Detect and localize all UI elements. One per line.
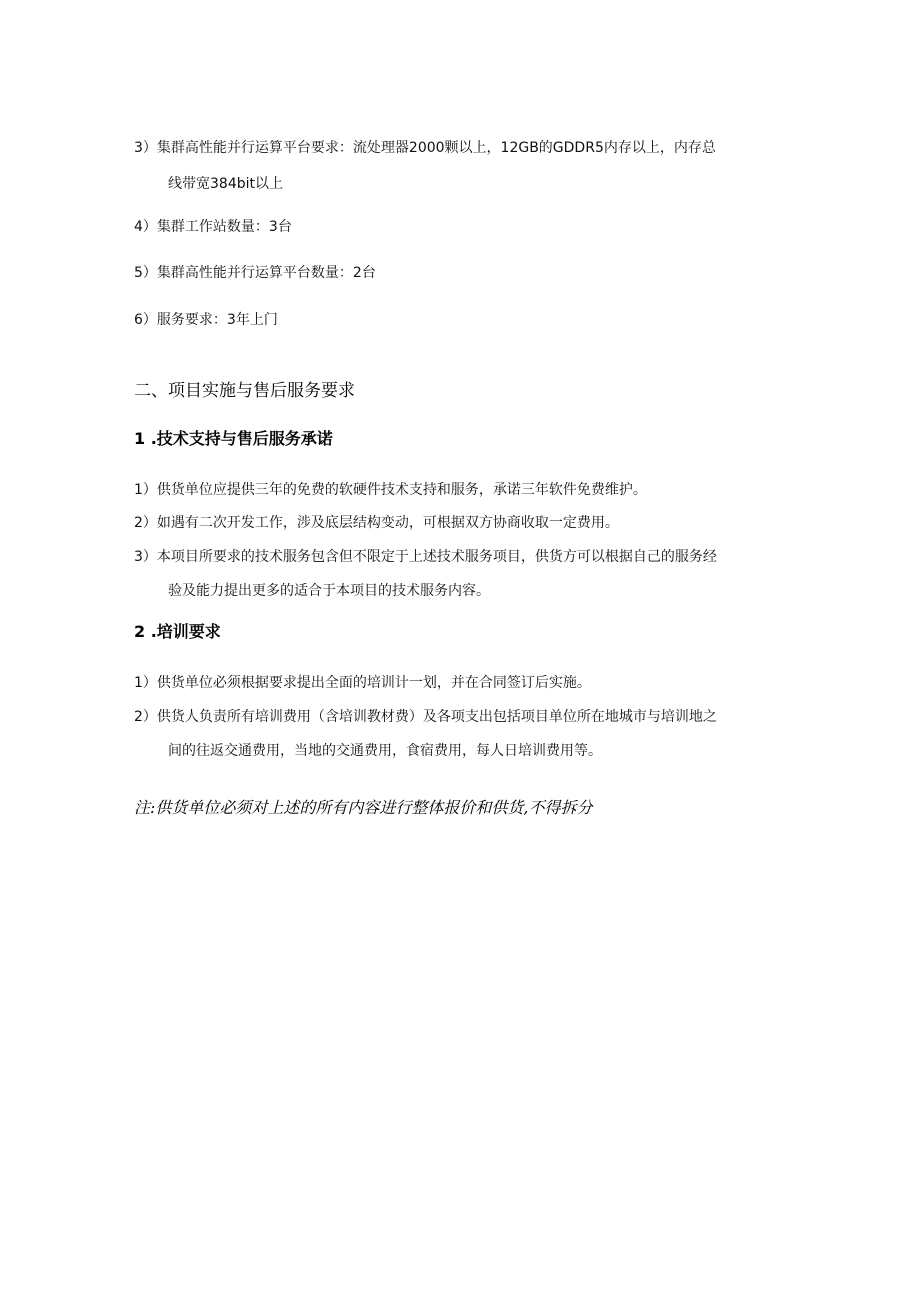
training-item-1: 1）供货单位必须根据要求提出全面的培训计一划，并在合同签订后实施。 (134, 675, 591, 691)
support-item-3-line1: 3）本项目所要求的技术服务包含但不限定于上述技术服务项目，供货方可以根据自己的服务经 (134, 549, 717, 565)
spec-item-3-line1: 3）集群高性能并行运算平台要求：流处理器2000颗以上，12GB的GDDR5内存以上，内存总 (134, 140, 716, 156)
spec-item-3-line2: 线带宽384bit以上 (168, 176, 283, 192)
subsection-1-heading: 1 .技术支持与售后服务承诺 (134, 429, 333, 448)
training-item-2-line1: 2）供货人负责所有培训费用（含培训教材费）及各项支出包括项目单位所在地城市与培训地之 (134, 709, 717, 725)
section-2-heading: 二、项目实施与售后服务要求 (134, 381, 355, 401)
spec-item-4: 4）集群工作站数量：3台 (134, 219, 292, 235)
note: 注:供货单位必须对上述的所有内容进行整体报价和供货,不得拆分 (134, 798, 593, 817)
support-item-2: 2）如遇有二次开发工作，涉及底层结构变动，可根据双方协商收取一定费用。 (134, 515, 619, 531)
spec-item-5: 5）集群高性能并行运算平台数量：2台 (134, 265, 376, 281)
subsection-2-heading: 2 .培训要求 (134, 622, 221, 641)
support-item-1: 1）供货单位应提供三年的免费的软硬件技术支持和服务，承诺三年软件免费维护。 (134, 482, 647, 498)
support-item-3-line2: 验及能力提出更多的适合于本项目的技术服务内容。 (168, 583, 490, 599)
spec-item-6: 6）服务要求：3年上门 (134, 312, 278, 328)
training-item-2-line2: 间的往返交通费用，当地的交通费用，食宿费用，每人日培训费用等。 (168, 743, 602, 759)
